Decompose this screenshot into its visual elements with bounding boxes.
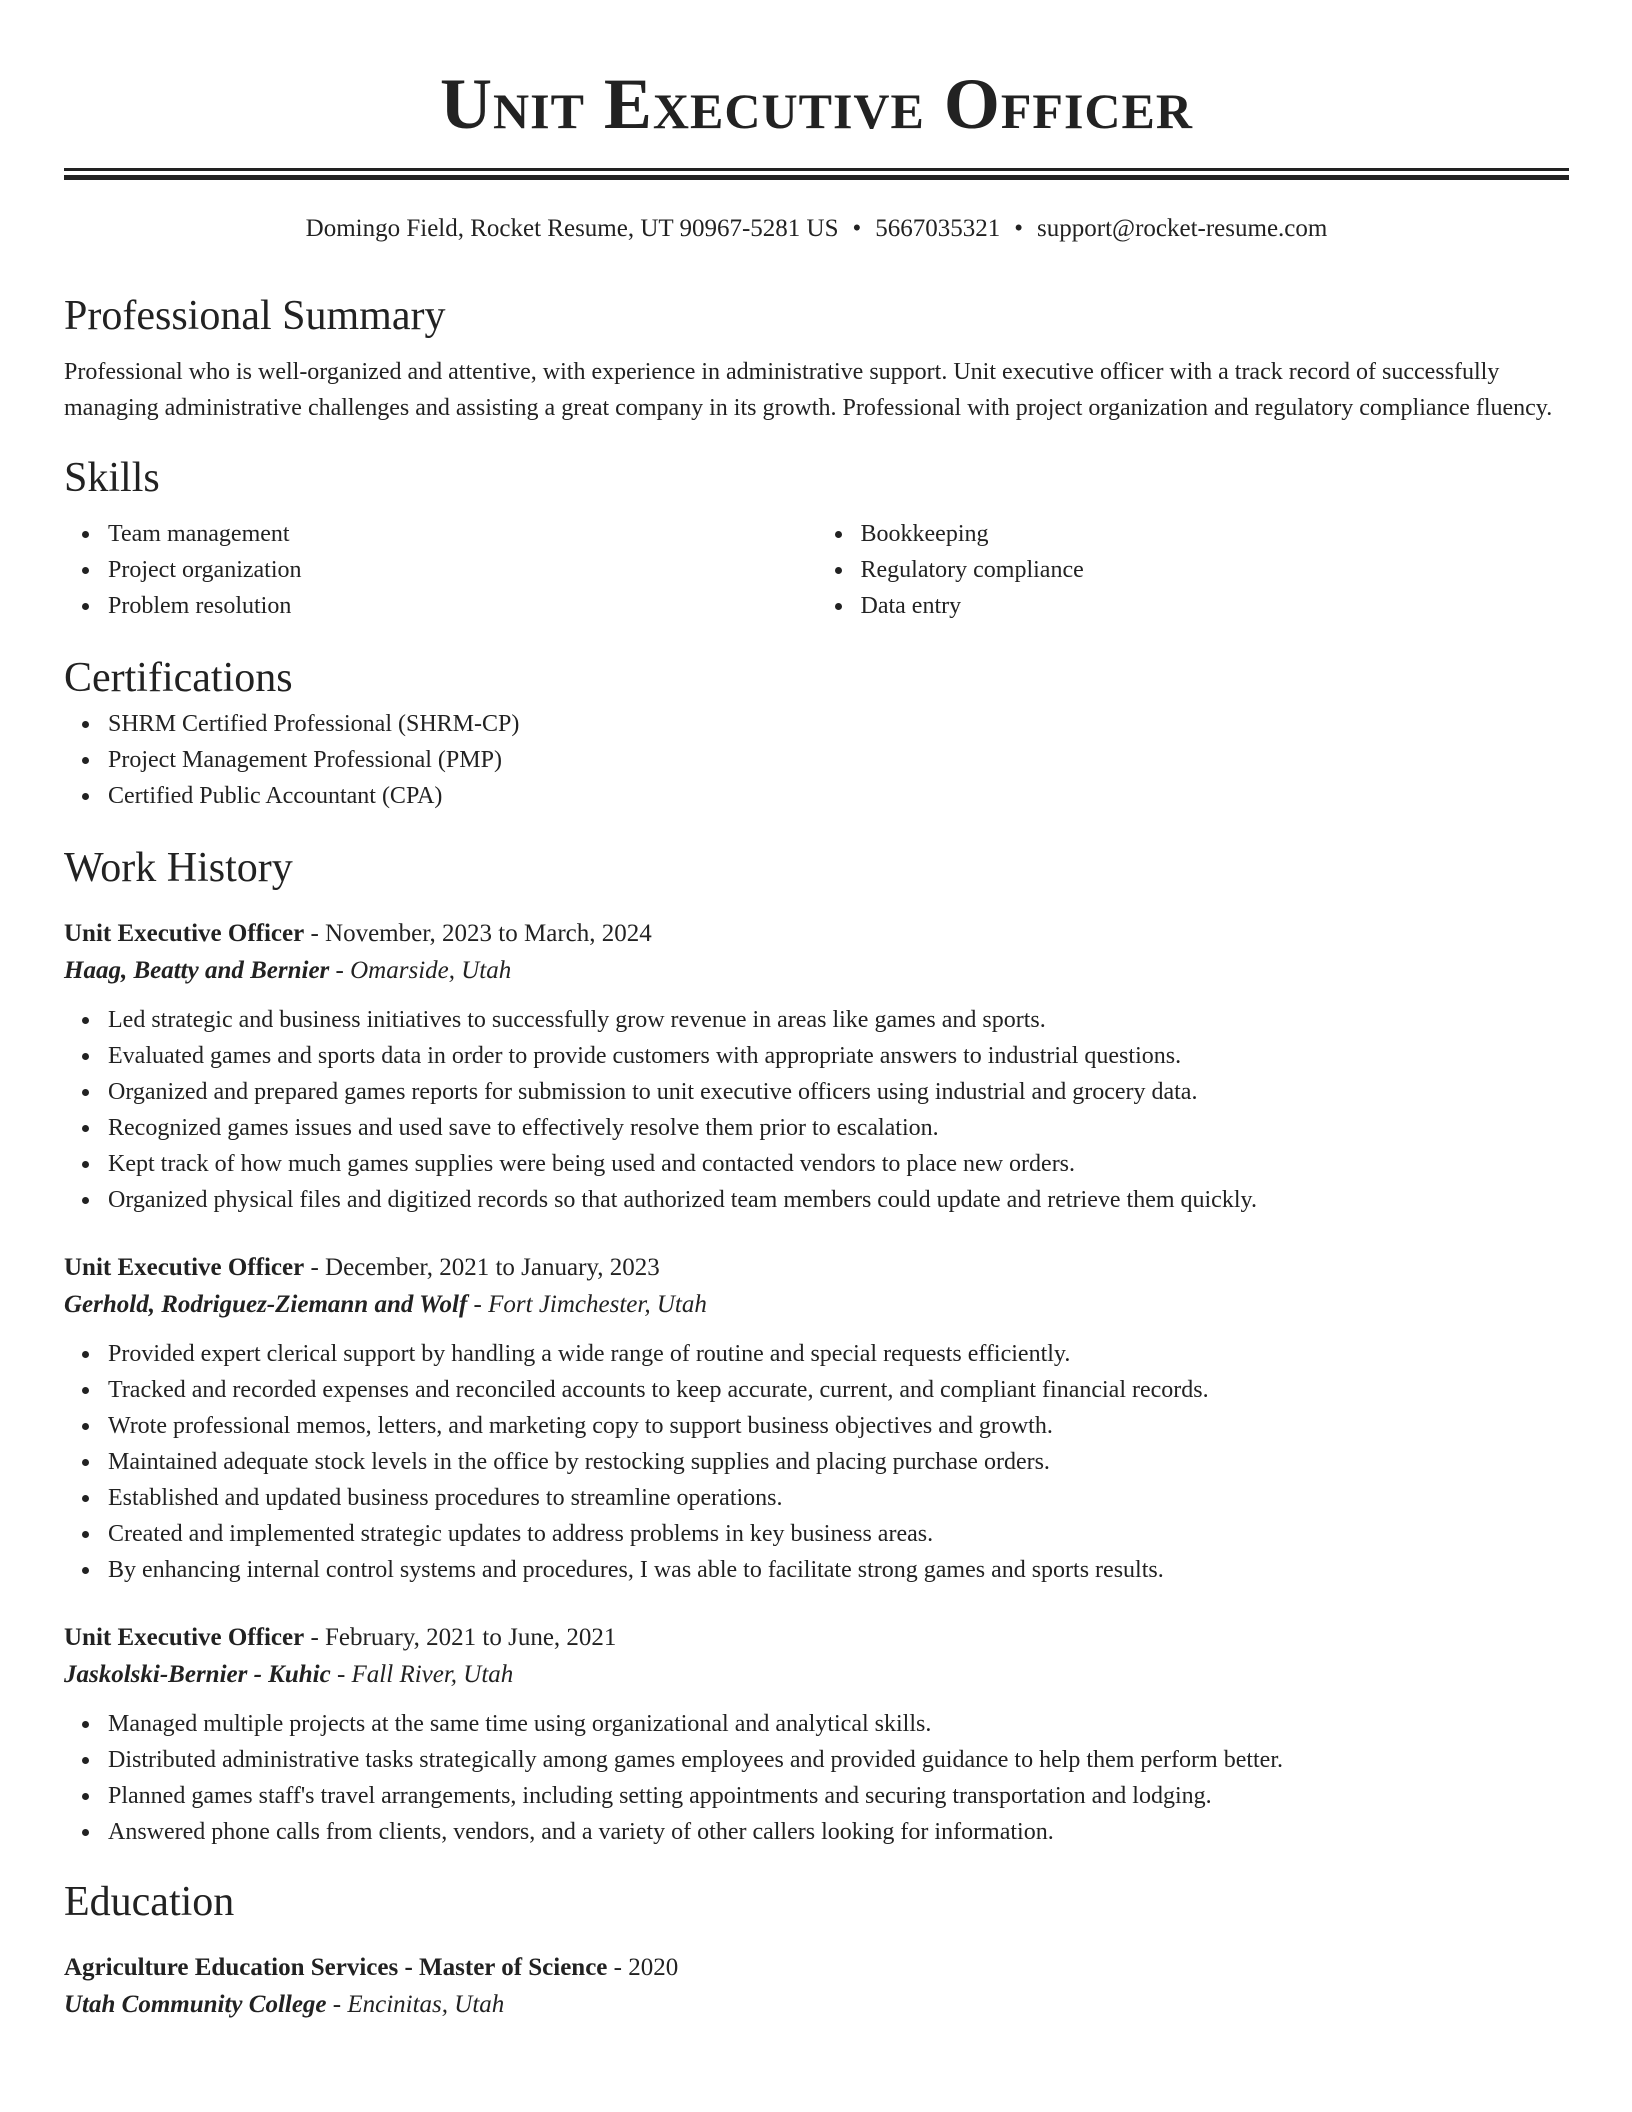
certification-item: SHRM Certified Professional (SHRM-CP) [108, 706, 1569, 742]
job-title-line [64, 916, 1569, 952]
job-location: - Fort Jimchester, Utah [467, 1291, 707, 1318]
job-duty-item: Planned games staff's travel arrangements, including setting appointments and securing transportation and lodging. [108, 1778, 1569, 1814]
job-duty-item: Maintained adequate stock levels in the office by restocking supplies and placing purchase orders. [108, 1444, 1569, 1480]
job-location: - Omarside, Utah [329, 957, 512, 984]
education-heading: Education [64, 1879, 235, 1925]
job-duty-item: Recognized games issues and used save to effectively resolve them prior to escalation. [108, 1110, 1569, 1146]
skill-item: Problem resolution [108, 588, 817, 624]
skills-list [64, 516, 1569, 624]
job-company-line [64, 1286, 1569, 1324]
job-title: Unit Executive Officer [64, 1624, 305, 1651]
job-company-line [64, 952, 1569, 990]
job-dates: - November, 2023 to March, 2024 [304, 920, 652, 947]
certification-item: Certified Public Accountant (CPA) [108, 778, 1569, 814]
contact-email: support@rocket-resume.com [1037, 215, 1328, 242]
summary-heading: Professional Summary [64, 293, 446, 339]
job-dates: - February, 2021 to June, 2021 [304, 1624, 617, 1651]
certifications-heading: Certifications [64, 655, 293, 701]
job-duty-item: Answered phone calls from clients, vendors, and a variety of other callers looking for information. [108, 1814, 1569, 1850]
skill-item: Regulatory compliance [861, 552, 1570, 588]
certification-item: Project Management Professional (PMP) [108, 742, 1569, 778]
skill-item: Team management [108, 516, 817, 552]
job-company-line [64, 1656, 1569, 1694]
job-duties-list [64, 1002, 1569, 1218]
education-school-line [64, 1986, 1569, 2024]
job-entry [64, 916, 1569, 1218]
job-entry [64, 1620, 1569, 1850]
resume-page [64, 0, 1569, 2024]
job-location: - Fall River, Utah [330, 1661, 514, 1688]
education-school: Utah Community College [64, 1991, 327, 2018]
job-duty-item: Managed multiple projects at the same time using organizational and analytical skills. [108, 1706, 1569, 1742]
certifications-list [64, 706, 1569, 814]
contact-line [64, 212, 1569, 246]
job-title-line [64, 1620, 1569, 1656]
job-company: Jaskolski-Bernier - Kuhic [64, 1661, 331, 1688]
skill-item: Project organization [108, 552, 817, 588]
contact-address: Domingo Field, Rocket Resume, UT 90967-5281 US [305, 215, 839, 242]
job-duties-list [64, 1706, 1569, 1850]
job-title: Unit Executive Officer [64, 920, 305, 947]
job-duty-item: Established and updated business procedures to streamline operations. [108, 1480, 1569, 1516]
job-duty-item: Provided expert clerical support by handling a wide range of routine and special requests efficiently. [108, 1336, 1569, 1372]
bullet-separator: • [1014, 215, 1024, 242]
job-duty-item: Led strategic and business initiatives to successfully grow revenue in areas like games and sports. [108, 1002, 1569, 1038]
job-dates: - December, 2021 to January, 2023 [304, 1254, 660, 1281]
job-entry [64, 1250, 1569, 1588]
title-divider [64, 168, 1569, 180]
job-duty-item: Kept track of how much games supplies were being used and contacted vendors to place new orders. [108, 1146, 1569, 1182]
job-duty-item: Evaluated games and sports data in order to provide customers with appropriate answers to industrial questions. [108, 1038, 1569, 1074]
education-year: - 2020 [607, 1954, 679, 1981]
skill-item: Bookkeeping [861, 516, 1570, 552]
job-title: Unit Executive Officer [64, 1254, 305, 1281]
job-duty-item: Wrote professional memos, letters, and marketing copy to support business objectives and growth. [108, 1408, 1569, 1444]
work-history-heading: Work History [64, 845, 293, 891]
job-company: Gerhold, Rodriguez-Ziemann and Wolf [64, 1291, 468, 1318]
job-duty-item: Organized and prepared games reports for submission to unit executive officers using industrial and grocery data. [108, 1074, 1569, 1110]
education-degree: Agriculture Education Services - Master of Science [64, 1954, 608, 1981]
skills-heading: Skills [64, 455, 160, 501]
job-duty-item: Created and implemented strategic updates to address problems in key business areas. [108, 1516, 1569, 1552]
skills-column-right [817, 516, 1570, 624]
job-title-line [64, 1250, 1569, 1286]
job-duty-item: Distributed administrative tasks strategically among games employees and provided guidance to help them perform better. [108, 1742, 1569, 1778]
job-duties-list [64, 1336, 1569, 1588]
resume-title: Unit Executive Officer [440, 64, 1193, 144]
job-duty-item: By enhancing internal control systems and procedures, I was able to facilitate strong games and sports results. [108, 1552, 1569, 1588]
education-degree-line [64, 1950, 1569, 1986]
job-company: Haag, Beatty and Bernier [64, 957, 330, 984]
skill-item: Data entry [861, 588, 1570, 624]
education-location: - Encinitas, Utah [326, 1991, 505, 2018]
bullet-separator: • [852, 215, 862, 242]
summary-text: Professional who is well-organized and attentive, with experience in administrative support. Unit executive officer with a track record of successfully managing administrative challenges and assisting a great company in its growth. Professional with project organization and regulatory compliance fluency. [64, 359, 1553, 421]
skills-column-left [64, 516, 817, 624]
job-duty-item: Tracked and recorded expenses and reconciled accounts to keep accurate, current, and compliant financial records. [108, 1372, 1569, 1408]
job-duty-item: Organized physical files and digitized records so that authorized team members could update and retrieve them quickly. [108, 1182, 1569, 1218]
contact-phone: 5667035321 [875, 215, 1001, 242]
